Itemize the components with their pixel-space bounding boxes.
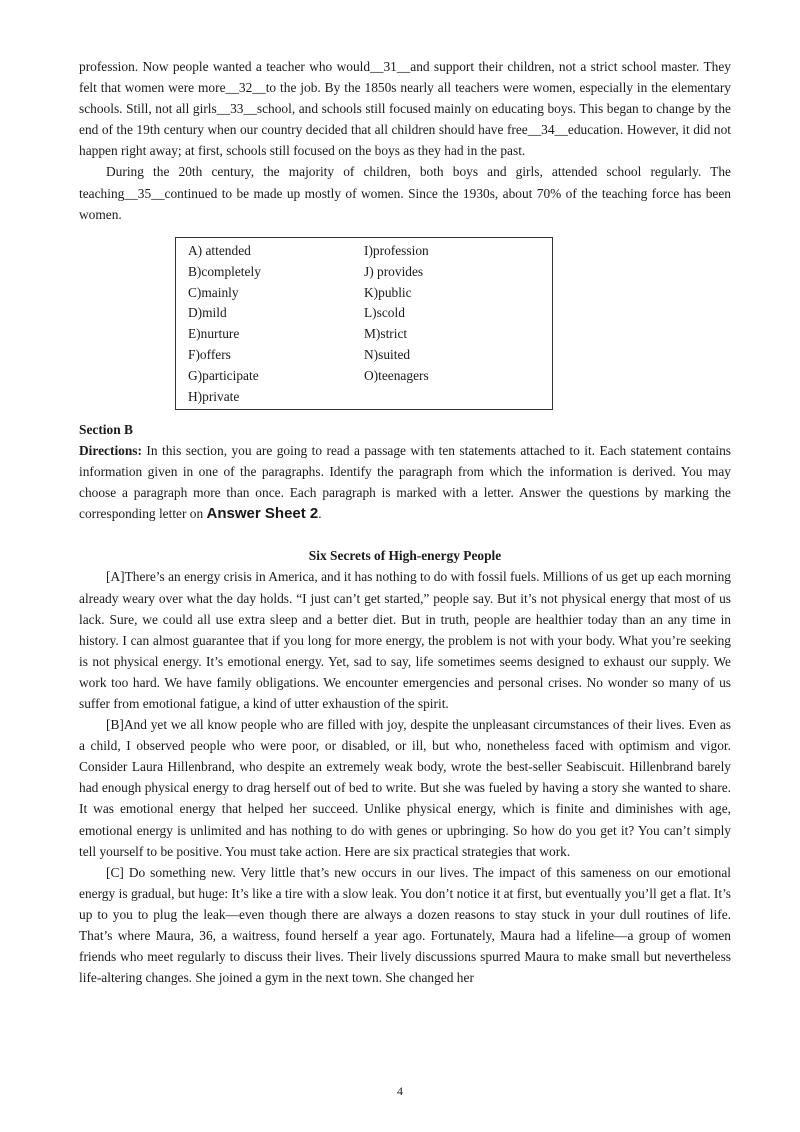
word-bank-row	[188, 262, 552, 283]
article-paragraph-c: [C] Do something new. Very little that’s new occurs in our lives. The impact of this sameness on our emotional energy is gradual, but huge: It’s like a tire with a slow leak. You don’t notice it at first, but eventually you’ll get a flat. It’s up to you to plug the leak—even though there are always a dozen reasons to stay stuck in your dull routines of life. That’s where Maura, 36, a waitress, found herself a year ago. Fortunately, Maura had a lifeline—a group of women friends who meet regularly to discuss their lives. Their lively discussions spurred Maura to make small but nevertheless life-altering changes. She joined a gym in the next town. She changed her	[79, 864, 731, 986]
word-option: D)mild	[188, 305, 227, 321]
word-option: E)nurture	[188, 326, 240, 342]
word-bank-row	[188, 345, 552, 366]
word-option: B)completely	[188, 263, 261, 279]
word-option: N)suited	[364, 347, 411, 363]
word-option: C)mainly	[188, 284, 239, 300]
word-bank-row	[188, 324, 552, 345]
directions-text: In this section, you are going to read a passage with ten statements attached to it. Each statement contains information given in one of the paragraphs. Identify the paragraph from which the information is derived. You may choose a paragraph more than once. Each paragraph is marked with a letter. Answer the questions by marking the corresponding letter on	[79, 442, 731, 522]
word-bank-row	[188, 283, 552, 304]
word-bank-row	[188, 303, 552, 324]
directions-end: .	[318, 506, 322, 522]
word-option: I)profession	[364, 242, 429, 258]
article-title: Six Secrets of High-energy People	[308, 548, 502, 564]
word-option: K)public	[364, 284, 412, 300]
word-option: J) provides	[364, 263, 424, 279]
article-paragraph-b: [B]And yet we all know people who are filled with joy, despite the unpleasant circumstances of their lives. Even as a child, I observed people who were poor, or disabled, or ill, but who, nonetheless faced with optimism and vigor. Consider Laura Hillenbrand, who despite an extremely weak body, wrote the best-seller Seabiscuit. Hillenbrand barely had enough physical energy to drag herself out of bed to write. But she was fueled by having a story she wanted to share. It was emotional energy that helped her succeed. Unlike physical energy, which is finite and diminishes with age, emotional energy is unlimited and has nothing to do with genes or upbringing. So how do you get it? You can’t simply tell yourself to be positive. You must take action. Here are six practical strategies that work.	[79, 717, 731, 859]
word-option: F)offers	[188, 347, 231, 363]
section-b-directions	[79, 440, 731, 524]
word-option: O)teenagers	[364, 368, 429, 384]
directions-label: Directions:	[79, 442, 142, 458]
word-option: G)participate	[188, 368, 259, 384]
word-option: H)private	[188, 388, 240, 404]
page-number: 4	[397, 1084, 403, 1098]
word-option: L)scold	[364, 305, 405, 321]
word-option: A) attended	[188, 242, 251, 258]
word-bank-row	[188, 241, 552, 262]
word-bank-row	[188, 387, 552, 408]
section-b-title: Section B	[79, 421, 133, 437]
document-page	[79, 56, 731, 988]
word-bank-row	[188, 366, 552, 387]
word-option: M)strict	[364, 326, 408, 342]
word-bank-box	[175, 237, 553, 410]
passage-paragraph-20th-century: During the 20th century, the majority of children, both boys and girls, attended school regularly. The teaching__35__continued to be made up mostly of women. Since the 1930s, about 70% of the teaching force has been women.	[79, 164, 731, 222]
answer-sheet-label: Answer Sheet 2	[206, 505, 319, 523]
passage-paragraph-continued: profession. Now people wanted a teacher who would__31__and support their children, not a strict school master. They felt that women were more__32__to the job. By the 1850s nearly all teachers were women, especially in the elementary schools. Still, not all girls__33__school, and schools still focused mainly on educating boys. This began to change by the end of the 19th century when our country decided that all children should have free__34__education. However, it did not happen right away; at first, schools still focused on the boys as they had in the past.	[79, 59, 731, 159]
article-paragraph-a: [A]There’s an energy crisis in America, and it has nothing to do with fossil fuels. Millions of us get up each morning already weary over what the day holds. “I just can’t get started,” people say. But it’s not physical energy that most of us lack. Sure, we could all use extra sleep and a better diet. But in truth, people are healthier today than an any time in history. I can almost guarantee that if you long for more energy, the problem is not with your body. What you’re seeking is not physical energy. It’s emotional energy. Yet, sad to say, life sometimes seems designed to exhaust our supply. We work too hard. We have family obligations. We encounter emergencies and personal crises. No wonder so many of us suffer from emotional fatigue, a kind of utter exhaustion of the spirit.	[79, 569, 731, 711]
